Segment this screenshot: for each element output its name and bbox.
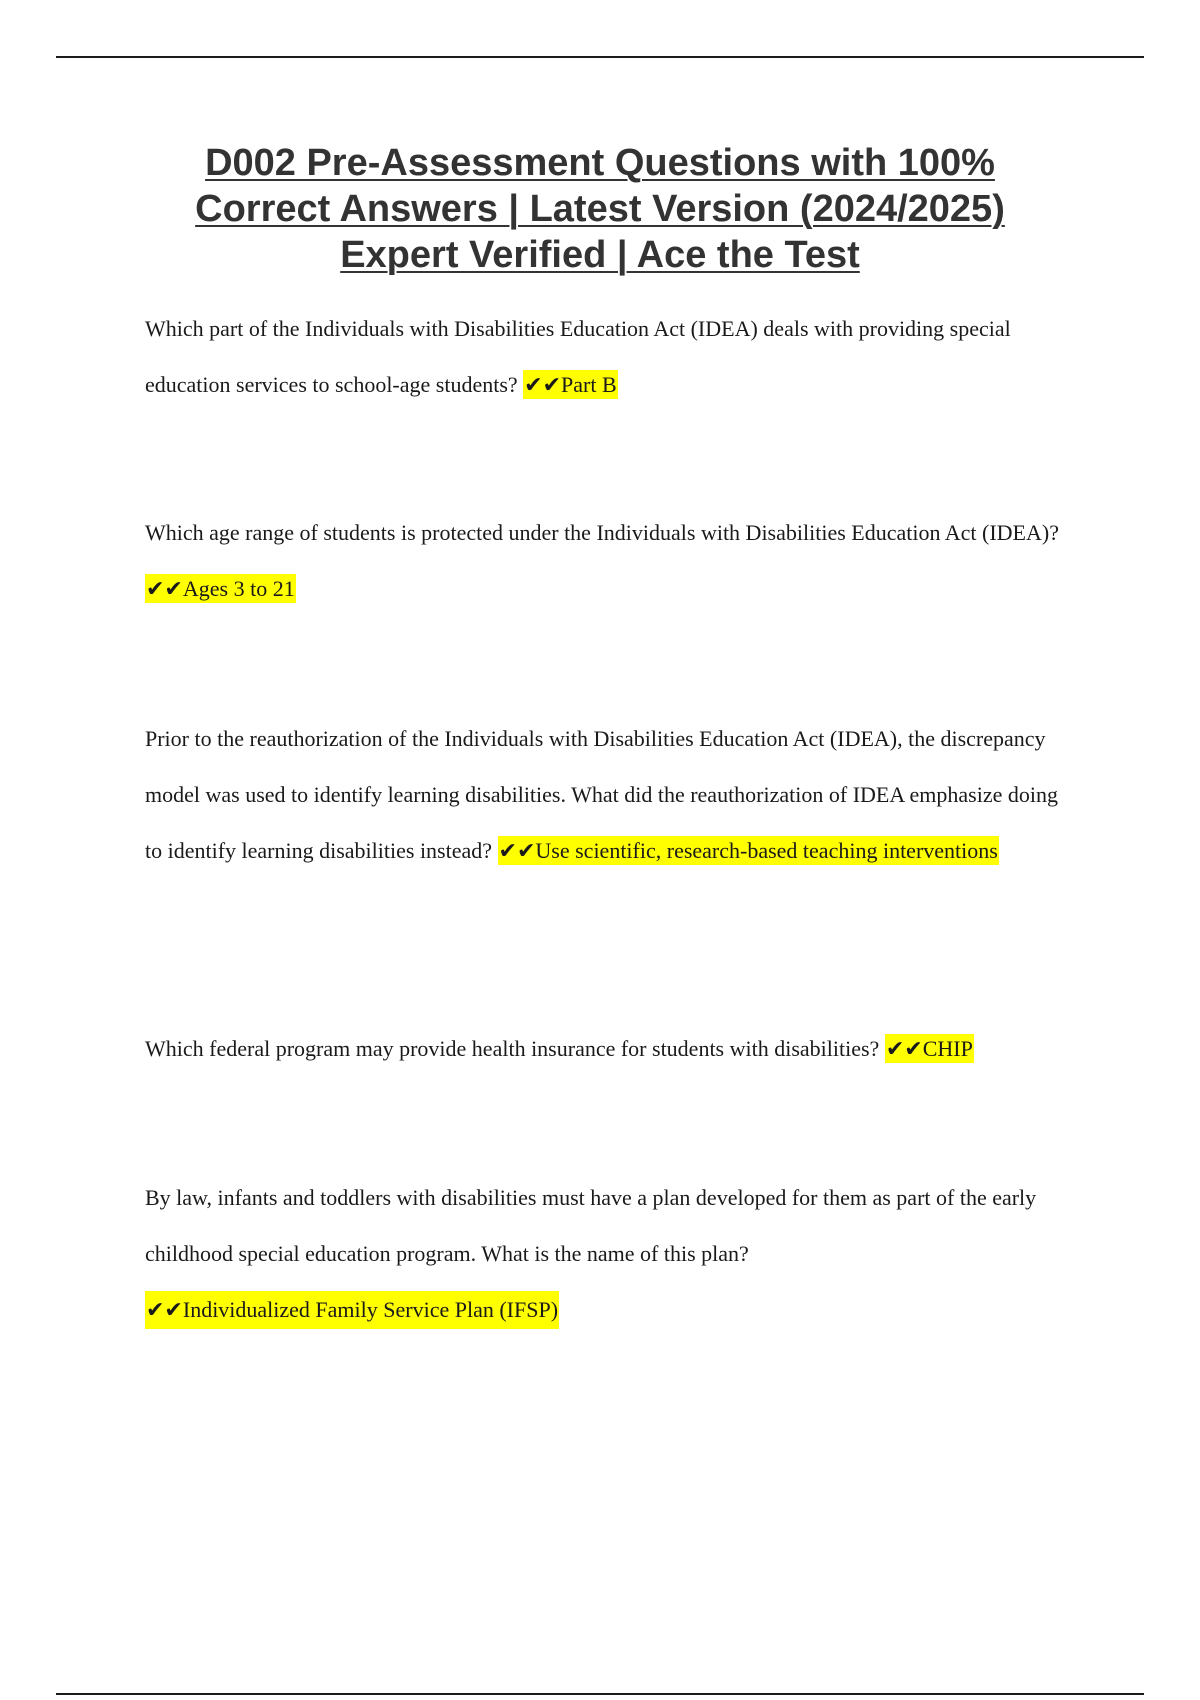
question-item-4	[145, 1021, 1080, 1077]
question-item-1	[145, 301, 1080, 413]
answer-highlight: ✔✔Ages 3 to 21	[146, 576, 295, 601]
question-item-2	[145, 505, 1080, 617]
question-text: Which age range of students is protected under the Individuals with Disabilities Education Act (IDEA)?	[145, 520, 1059, 545]
title-line-1: D002 Pre-Assessment Questions with 100%	[205, 142, 995, 184]
answer-highlight: ✔✔Use scientific, research-based teaching interventions	[498, 838, 998, 863]
question-text: By law, infants and toddlers with disabilities must have a plan developed for them as part of the early childhood special education program. What is the name of this plan?	[145, 1185, 1037, 1266]
question-text: Which federal program may provide health insurance for students with disabilities?	[145, 1036, 880, 1061]
question-text: Which part of the Individuals with Disabilities Education Act (IDEA) deals with providing special education services to school-age students?	[145, 316, 1011, 397]
title-line-3: Expert Verified | Ace the Test	[340, 234, 860, 276]
document-title	[100, 140, 1100, 278]
question-item-3	[145, 711, 1080, 879]
answer-highlight: ✔✔CHIP	[885, 1036, 973, 1061]
question-text: Prior to the reauthorization of the Individuals with Disabilities Education Act (IDEA), the discrepancy model was used to identify learning disabilities. What did the reauthorization of IDEA emphasize doing to identify learning disabilities instead?	[145, 726, 1058, 863]
bottom-rule	[56, 1693, 1144, 1695]
answer-highlight: ✔✔Part B	[524, 372, 617, 397]
question-item-5	[145, 1170, 1080, 1338]
title-line-2: Correct Answers | Latest Version (2024/2025)	[195, 188, 1005, 230]
answer-highlight: ✔✔Individualized Family Service Plan (IFSP)	[145, 1291, 559, 1329]
top-rule	[56, 56, 1144, 58]
